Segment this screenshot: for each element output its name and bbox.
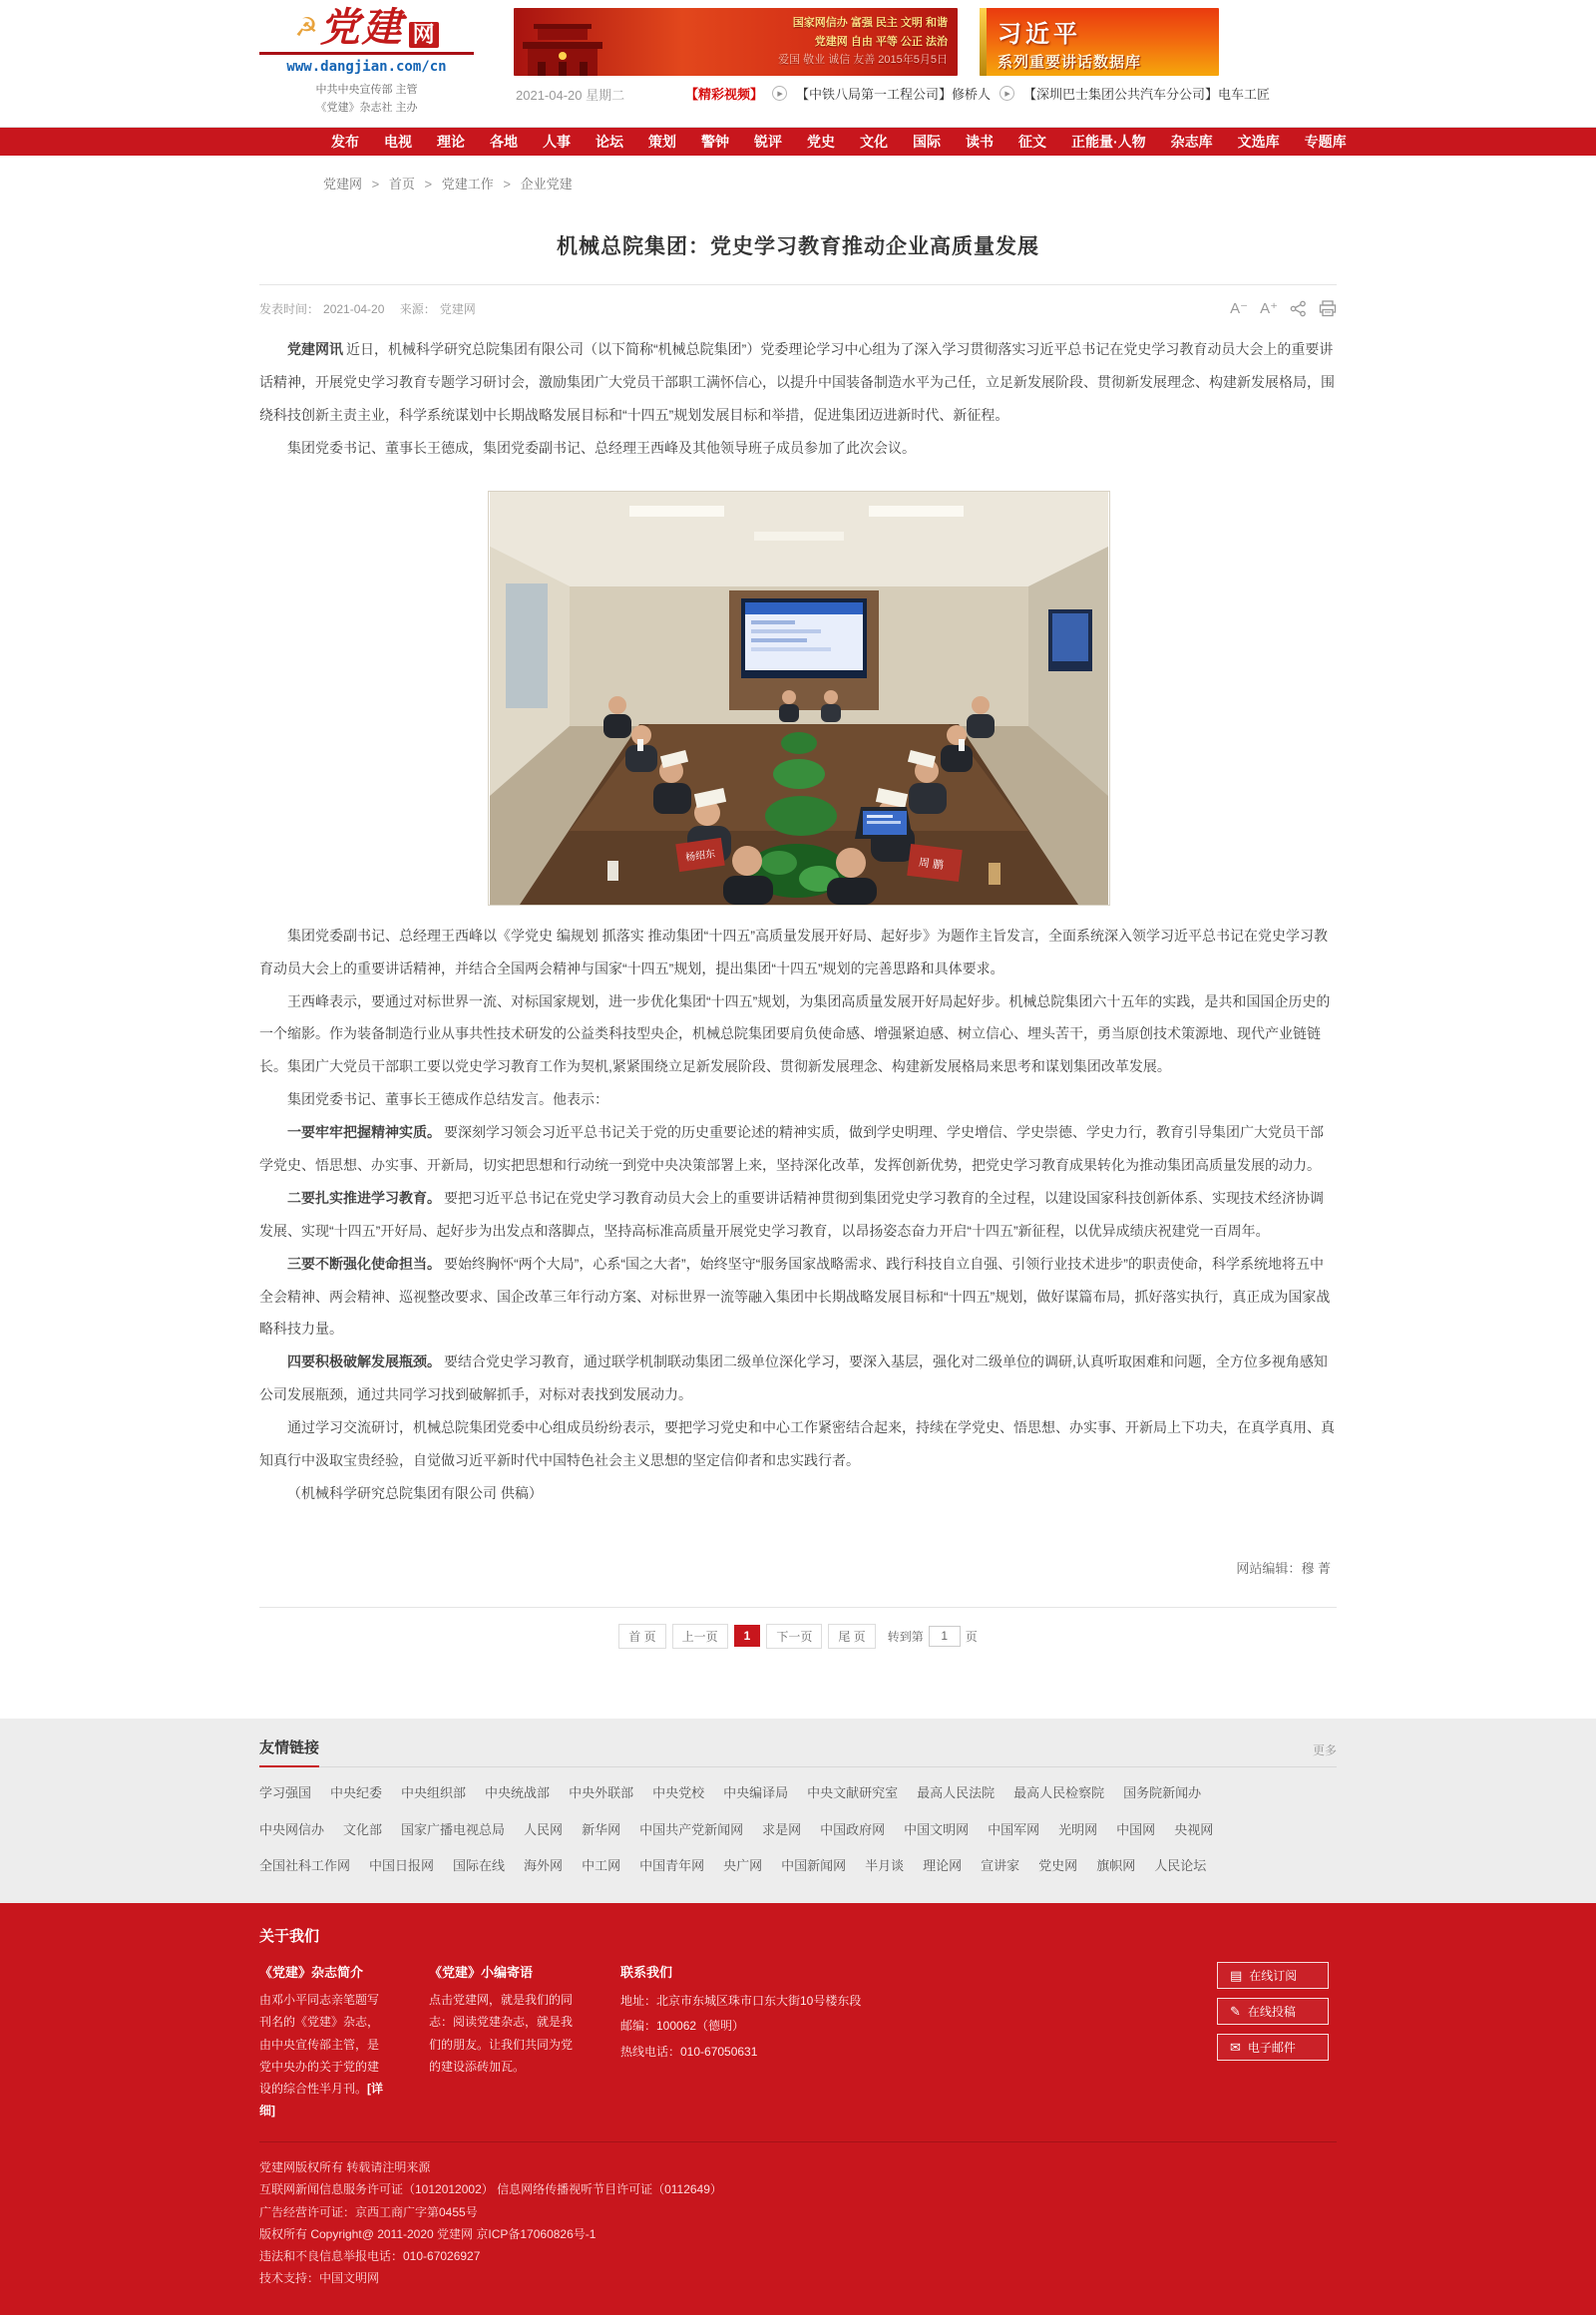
site-footer — [0, 1903, 1596, 2315]
pagination-last[interactable]: 尾 页 — [828, 1624, 875, 1649]
logo-net-badge: 网 — [409, 22, 439, 48]
friend-link[interactable]: 宣讲家 — [981, 1858, 1020, 1874]
site-logo[interactable] — [259, 4, 474, 75]
friend-link[interactable]: 光明网 — [1058, 1821, 1098, 1837]
friend-link[interactable]: 学习强国 — [259, 1784, 312, 1800]
copyright-line: 互联网新闻信息服务许可证（1012012002） 信息网络传播视听节目许可证（0112649） — [259, 2182, 722, 2197]
share-icon — [1290, 300, 1307, 317]
magazine-intro-column — [259, 1962, 387, 2122]
print-icon — [1319, 300, 1337, 317]
nav-item-cehua[interactable]: 策划 — [648, 134, 676, 151]
magazine-intro-title: 《党建》杂志简介 — [259, 1965, 364, 1981]
friend-link[interactable]: 国际在线 — [453, 1858, 506, 1874]
editor-credit: 网站编辑：穆 菁 — [1236, 1560, 1331, 1576]
friend-link[interactable]: 央广网 — [723, 1858, 763, 1874]
friend-link[interactable]: 最高人民法院 — [917, 1784, 996, 1800]
paragraph: （机械科学研究总院集团有限公司 供稿） — [287, 1484, 543, 1501]
publish-date: 2021-04-20 — [323, 301, 385, 316]
photo-name-card: 杨绍东 — [684, 848, 716, 864]
nav-item-zhengwen[interactable]: 征文 — [1018, 134, 1046, 151]
pencil-icon: ✎ — [1230, 2004, 1241, 2020]
font-smaller-button[interactable]: A⁻ — [1230, 300, 1249, 318]
page-title: 机械总院集团：党史学习教育推动企业高质量发展 — [259, 230, 1337, 285]
friend-link[interactable]: 最高人民检察院 — [1013, 1784, 1105, 1800]
nav-item-fabu[interactable]: 发布 — [331, 134, 359, 151]
paragraph: 一要牢牢把握精神实质。 要深刻学习领会习近平总书记关于党的历史重要论述的精神实质，做到学史明理、学史增信、学史崇德、学史力行，教育引导集团广大党员干部学党史、悟思想、办实事、开新局，切实把思想和行动统一到党中央决策部署上来，坚持深化改革，发挥创新优势，把党史学习教育成果转化为推动集团高质量发展的动力。 — [259, 1124, 1324, 1173]
about-us-title: 关于我们 — [259, 1928, 320, 1946]
current-date: 2021-04-20 星期二 — [516, 88, 625, 103]
friend-link[interactable]: 中央编译局 — [723, 1784, 789, 1800]
friend-links-row — [259, 1820, 1337, 1841]
share-button[interactable] — [1290, 300, 1307, 317]
print-button[interactable] — [1319, 300, 1337, 317]
banner2-title: 习近平 — [998, 21, 1081, 48]
nav-item-zhuantiku[interactable]: 专题库 — [1304, 134, 1347, 151]
pagination — [259, 1607, 1337, 1719]
copyright-line: 违法和不良信息举报电话：010-67026927 — [259, 2249, 481, 2264]
pagination-prev[interactable]: 上一页 — [672, 1624, 728, 1649]
friend-link[interactable]: 海外网 — [524, 1858, 564, 1874]
nav-item-ruiping[interactable]: 锐评 — [754, 134, 782, 151]
detail-link[interactable]: [详细] — [259, 2081, 384, 2119]
breadcrumb-link[interactable]: 企业党建 — [520, 177, 573, 193]
paragraph: 集团党委副书记、总经理王西峰以《学党史 编规划 抓落实 推动集团“十四五”高质量发展开好局、起好步》为题作主旨发言，全面系统深入领学习近平总书记在党史学习教育动员大会上的重要讲话精神，并结合全国两会精神与国家“十四五”规划，提出集团“十四五”规划的完善思路和具体要求。 — [259, 927, 1328, 976]
subscribe-icon: ▤ — [1230, 1968, 1243, 1984]
friend-link[interactable]: 中国网 — [1116, 1821, 1156, 1837]
subscribe-button[interactable]: ▤ 在线订阅 — [1217, 1962, 1329, 1989]
paragraph: 二要扎实推进学习教育。 要把习近平总书记在党史学习教育动员大会上的重要讲话精神贯彻到集团党史学习教育的全过程，以建设国家科技创新体系、实现技术经济协调发展、实现“十四五”开好局、起好步为出发点和落脚点，坚持高标准高质量开展党史学习教育，以昂扬姿态奋力开启“十四五”新征程，以优异成绩庆祝建党一百周年。 — [259, 1189, 1324, 1239]
main-nav — [0, 127, 1596, 156]
friend-link[interactable]: 中央纪委 — [330, 1784, 383, 1800]
play-icon[interactable]: ▶ — [999, 86, 1014, 101]
contact-hotline: 热线电话：010-67050631 — [620, 2044, 758, 2059]
xi-speech-database-banner[interactable] — [980, 8, 1219, 76]
friend-link[interactable]: 央视网 — [1174, 1821, 1214, 1837]
nav-item-dianshi[interactable]: 电视 — [384, 134, 412, 151]
breadcrumb-link[interactable]: 党建网 — [323, 177, 363, 193]
friend-link[interactable]: 中央外联部 — [569, 1784, 634, 1800]
friend-link[interactable]: 中工网 — [582, 1858, 621, 1874]
friend-link[interactable]: 求是网 — [762, 1821, 802, 1837]
play-icon[interactable]: ▶ — [772, 86, 787, 101]
nav-item-jingzhong[interactable]: 警钟 — [701, 134, 729, 151]
magazine-intro-text: 由邓小平同志亲笔题写刊名的《党建》杂志，由中央宣传部主管，是党中央办的关于党的建设的综合性半月刊。[详细] — [259, 1993, 384, 2119]
breadcrumb-separator: > — [371, 177, 380, 193]
friend-link[interactable]: 人民网 — [524, 1821, 564, 1837]
copyright-line: 党建网版权所有 转载请注明来源 — [259, 2160, 431, 2175]
party-emblem-icon: ☭ — [294, 12, 318, 42]
site-header — [0, 0, 1596, 127]
video-ticker — [685, 82, 1270, 103]
nav-item-wenxuanku[interactable]: 文选库 — [1237, 134, 1280, 151]
nav-item-zhengnengliang[interactable]: 正能量·人物 — [1071, 134, 1146, 151]
editor-message-text: 点击党建网，就是我们的同志：阅读党建杂志，就是我们的朋友。让我们共同为党的建设添砖加瓦。 — [429, 1993, 574, 2074]
nav-item-renshi[interactable]: 人事 — [543, 134, 571, 151]
email-button[interactable]: ✉ 电子邮件 — [1217, 2034, 1329, 2061]
video-link[interactable]: 【中铁八局第一工程公司】修桥人 — [796, 87, 992, 102]
video-label: 【精彩视频】 — [685, 87, 764, 102]
contact-column — [620, 1962, 920, 2065]
envelope-icon: ✉ — [1230, 2040, 1241, 2056]
breadcrumb-separator: > — [424, 177, 433, 193]
friend-links-title: 友情链接 — [259, 1736, 319, 1767]
friend-link[interactable]: 中央党校 — [652, 1784, 705, 1800]
paragraph: 通过学习交流研讨，机械总院集团党委中心组成员纷纷表示，要把学习党史和中心工作紧密结合起来，持续在学党史、悟思想、办实事、开新局上下功夫，在真学真用、真知真行中汲取宝贵经验，自觉做习近平新时代中国特色社会主义思想的坚定信仰者和忠实践行者。 — [259, 1419, 1335, 1468]
friend-link[interactable]: 全国社科工作网 — [259, 1858, 351, 1874]
nav-item-dushu[interactable]: 读书 — [966, 134, 994, 151]
copyright-line: 版权所有 Copyright@ 2011-2020 党建网 京ICP备17060826号-1 — [259, 2226, 597, 2241]
article-body — [259, 333, 1337, 1510]
pagination-first[interactable]: 首 页 — [618, 1624, 665, 1649]
friend-link[interactable]: 中国共产党新闻网 — [639, 1821, 744, 1837]
site-url[interactable]: www.dangjian.com/cn — [286, 59, 447, 75]
friend-links-section — [0, 1719, 1596, 1903]
pagination-current-page[interactable]: 1 — [734, 1625, 761, 1647]
friend-link[interactable]: 国务院新闻办 — [1123, 1784, 1202, 1800]
contact-address: 地址：北京市东城区珠市口东大街10号楼东段 — [620, 1994, 862, 2009]
photo-name-card: 周 鹏 — [918, 856, 945, 872]
copyright-block — [259, 2141, 1337, 2289]
friend-link[interactable]: 中央统战部 — [485, 1784, 551, 1800]
contact-postcode: 邮编：100062（德明） — [620, 2019, 745, 2034]
organizer-info: 中共中央宣传部 主管 《党建》杂志社 主办 — [315, 84, 418, 114]
paragraph: 集团党委书记、董事长王德成，集团党委副书记、总经理王西峰及其他领导班子成员参加了此次会议。 — [287, 439, 916, 456]
breadcrumb-separator: > — [503, 177, 511, 193]
video-link[interactable]: 【深圳巴士集团公共汽车分公司】电车工匠 — [1023, 87, 1271, 102]
friend-links-row — [259, 1783, 1337, 1804]
friend-link[interactable]: 中国政府网 — [820, 1821, 886, 1837]
friend-link[interactable]: 中央网信办 — [259, 1821, 325, 1837]
paragraph: 集团党委书记、董事长王德成作总结发言。他表示： — [287, 1091, 608, 1108]
pagination-next[interactable]: 下一页 — [766, 1624, 822, 1649]
friend-link[interactable]: 中央文献研究室 — [807, 1784, 899, 1800]
goto-label-prefix: 转到第 — [887, 1629, 924, 1644]
friend-link[interactable]: 理论网 — [923, 1858, 963, 1874]
friend-link[interactable]: 党史网 — [1038, 1858, 1078, 1874]
friend-link[interactable]: 中国青年网 — [639, 1858, 705, 1874]
core-values-banner[interactable] — [514, 8, 958, 76]
friend-link[interactable]: 旗帜网 — [1096, 1858, 1136, 1874]
friend-link[interactable]: 半月谈 — [865, 1858, 905, 1874]
article-meta: 发表时间： 2021-04-20 来源： 党建网 — [259, 301, 476, 316]
editor-message-title: 《党建》小编寄语 — [429, 1965, 534, 1981]
logo-text: 党建 — [319, 4, 404, 51]
friend-link[interactable]: 中国新闻网 — [781, 1858, 847, 1874]
paragraph: 三要不断强化使命担当。 要始终胸怀“两个大局”，心系“国之大者”，始终坚守“服务国家战略需求、践行科技自立自强、引领行业技术进步”的职责使命，科学系统地将五中全会精神、两会精神、巡视整改要求、国企改革三年行动方案、对标世界一流等融入集团中长期战略发展目标和“十四五”规划，做好谋篇布局，抓好落实执行，真正成为国家战略科技力量。 — [259, 1255, 1331, 1338]
nav-item-lilun[interactable]: 理论 — [437, 134, 465, 151]
breadcrumb-link[interactable]: 党建工作 — [441, 177, 494, 193]
nav-item-zazhiku[interactable]: 杂志库 — [1170, 134, 1213, 151]
friend-link[interactable]: 文化部 — [343, 1821, 383, 1837]
copyright-line: 技术支持：中国文明网 — [259, 2271, 380, 2286]
font-larger-button[interactable]: A⁺ — [1260, 300, 1278, 318]
friend-link[interactable]: 国家广播电视总局 — [401, 1821, 506, 1837]
editor-message-column — [429, 1962, 579, 2078]
friend-link[interactable]: 新华网 — [582, 1821, 621, 1837]
contact-lines — [620, 1989, 920, 2065]
friend-link[interactable]: 人民论坛 — [1154, 1858, 1207, 1874]
breadcrumb-link[interactable]: 首页 — [388, 177, 415, 193]
article-photo — [488, 491, 1108, 906]
breadcrumb — [200, 156, 1396, 202]
friend-links-row — [259, 1856, 1337, 1877]
paragraph: 党建网讯 近日，机械科学研究总院集团有限公司（以下简称“机械总院集团”）党委理论学习中心组为了深入学习贯彻落实习近平总书记在党史学习教育动员大会上的重要讲话精神，开展党史学习教育专题学习研讨会，激励集团广大党员干部职工满怀信心，以提升中国装备制造水平为己任，立足新发展阶段、贯彻新发展理念、构建新发展格局，围绕科技创新主责主业，科学系统谋划中长期战略发展目标和“十四五”规划发展目标和举措，促进集团迈进新时代、新征程。 — [259, 341, 1335, 423]
source: 党建网 — [439, 301, 476, 316]
goto-label-suffix: 页 — [965, 1629, 978, 1644]
goto-page-input[interactable] — [929, 1626, 961, 1647]
friend-link[interactable]: 中央组织部 — [401, 1784, 467, 1800]
banner2-subtitle: 系列重要讲话数据库 — [998, 54, 1142, 71]
nav-item-wenhua[interactable]: 文化 — [860, 134, 888, 151]
friend-link[interactable]: 中国军网 — [988, 1821, 1040, 1837]
nav-item-dangshi[interactable]: 党史 — [807, 134, 835, 151]
paragraph: 王西峰表示，要通过对标世界一流、对标国家规划，进一步优化集团“十四五”规划，为集团高质量发展开好局起好步。机械总院集团六十五年的实践，是共和国国企历史的一个缩影。作为装备制造行业从事共性技术研发的公益类科技型央企，机械总院集团要肩负使命感、增强紧迫感、树立信心、埋头苦干，勇当原创技术策源地、现代产业链链长。集团广大党员干部职工要以党史学习教育工作为契机,紧紧围绕立足新发展阶段、贯彻新发展理念、构建新发展格局来思考和谋划集团改革发展。 — [259, 992, 1331, 1075]
banner-text: 国家网信办 富强 民主 文明 和谐 党建网 自由 平等 公正 法治 爱国 敬业 诚信 友善 2015年5月5日 — [778, 17, 948, 67]
friend-link[interactable]: 中国文明网 — [904, 1821, 970, 1837]
contact-title: 联系我们 — [620, 1965, 673, 1981]
submit-article-button[interactable]: ✎ 在线投稿 — [1217, 1998, 1329, 2025]
tiananmen-graphic — [520, 20, 605, 76]
copyright-line: 广告经营许可证：京西工商广字第0455号 — [259, 2204, 478, 2219]
friend-link[interactable]: 中国日报网 — [369, 1858, 435, 1874]
nav-item-gedi[interactable]: 各地 — [490, 134, 518, 151]
article — [229, 230, 1367, 1719]
nav-item-guoji[interactable]: 国际 — [913, 134, 941, 151]
nav-item-luntan[interactable]: 论坛 — [596, 134, 623, 151]
footer-buttons — [1217, 1962, 1337, 2061]
more-link[interactable]: 更多 — [1312, 1742, 1337, 1757]
paragraph: 四要积极破解发展瓶颈。 要结合党史学习教育，通过联学机制联动集团二级单位深化学习，要深入基层，强化对二级单位的调研,认真听取困难和问题，全方位多视角感知公司发展瓶颈，通过共同学习找到破解抓手，对标对表找到发展动力。 — [259, 1353, 1328, 1403]
